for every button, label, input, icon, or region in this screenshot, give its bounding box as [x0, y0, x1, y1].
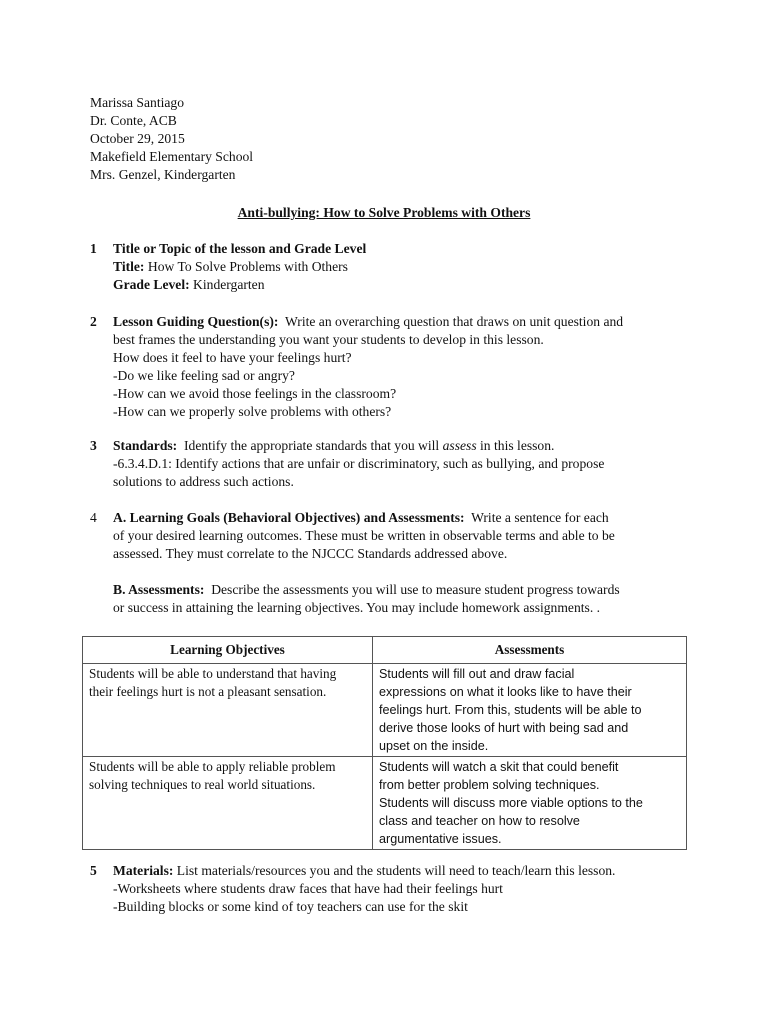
section-1	[90, 240, 690, 294]
material-item: -Building blocks or some kind of toy teachers can use for the skit	[113, 899, 468, 914]
section-5	[90, 862, 690, 916]
table-row	[83, 757, 687, 850]
school-name: Makefield Elementary School	[90, 149, 254, 164]
document-title: Anti-bullying: How to Solve Problems with Others	[237, 205, 531, 220]
section-2	[90, 313, 690, 421]
title-value: How To Solve Problems with Others	[147, 259, 348, 274]
column-header: Learning Objectives	[83, 637, 373, 664]
objectives-table	[82, 636, 687, 850]
section-heading: Lesson Guiding Question(s):	[113, 314, 279, 329]
grade-label: Grade Level:	[113, 277, 190, 292]
instruction-text: or success in attaining the learning objectives. You may include homework assignments. .	[113, 600, 601, 615]
cell-line: Students will be able to understand that having	[89, 666, 337, 681]
cell-line: Students will fill out and draw facial	[379, 667, 575, 681]
cell-line: feelings hurt. From this, students will be able to	[379, 703, 642, 717]
instruction-text: best frames the understanding you want your students to develop in this lesson.	[113, 332, 544, 347]
section-heading: Standards:	[113, 438, 178, 453]
cell-line: upset on the inside.	[379, 739, 489, 753]
standard-text: -6.3.4.D.1: Identify actions that are unfair or discriminatory, such as bullying, and propose	[113, 456, 605, 471]
cell-line: their feelings hurt is not a pleasant sensation.	[89, 684, 327, 699]
table-cell-objective	[83, 664, 373, 757]
document-date: October 29, 2015	[90, 131, 185, 146]
table-cell-assessment	[373, 664, 687, 757]
teacher-name: Mrs. Genzel, Kindergarten	[90, 167, 236, 182]
guiding-question: How does it feel to have your feelings hurt?	[113, 350, 352, 365]
cell-line: expressions on what it looks like to have their	[379, 685, 632, 699]
section-number: 4	[90, 510, 97, 525]
document-header	[90, 94, 253, 184]
section-heading: Materials:	[113, 863, 174, 878]
cell-line: from better problem solving techniques.	[379, 778, 600, 792]
instruction-text: Write an overarching question that draws on unit question and	[285, 314, 624, 329]
section-number: 5	[90, 863, 97, 878]
cell-line: argumentative issues.	[379, 832, 502, 846]
instruction-text: of your desired learning outcomes. These must be written in observable terms and able to be	[113, 528, 615, 543]
subsection-heading: B. Assessments:	[113, 582, 205, 597]
cell-line: solving techniques to real world situations.	[89, 777, 316, 792]
cell-line: derive those looks of hurt with being sad and	[379, 721, 629, 735]
table-header-row	[83, 637, 687, 664]
instruction-text: assessed. They must correlate to the NJCCC Standards addressed above.	[113, 546, 508, 561]
instruction-text: Describe the assessments you will use to measure student progress towards	[211, 582, 620, 597]
section-heading: Title or Topic of the lesson and Grade Level	[113, 241, 367, 256]
cell-line: Students will be able to apply reliable problem	[89, 759, 336, 774]
instruction-text: Identify the appropriate standards that you will	[184, 438, 440, 453]
section-3	[90, 437, 690, 491]
cell-line: Students will discuss more viable options to the	[379, 796, 643, 810]
grade-value: Kindergarten	[193, 277, 265, 292]
title-label: Title:	[113, 259, 145, 274]
material-item: -Worksheets where students draw faces that have had their feelings hurt	[113, 881, 503, 896]
table-row	[83, 664, 687, 757]
table-cell-objective	[83, 757, 373, 850]
guiding-question: -How can we properly solve problems with others?	[113, 404, 392, 419]
cell-line: class and teacher on how to resolve	[379, 814, 580, 828]
section-number: 2	[90, 314, 97, 329]
column-header: Assessments	[373, 637, 687, 664]
section-heading: A. Learning Goals (Behavioral Objectives) and Assessments:	[113, 510, 465, 525]
section-4	[90, 509, 690, 617]
author-name: Marissa Santiago	[90, 95, 185, 110]
emphasis-text: assess	[442, 438, 477, 453]
guiding-question: -Do we like feeling sad or angry?	[113, 368, 295, 383]
cell-line: Students will watch a skit that could benefit	[379, 760, 619, 774]
instruction-text: Write a sentence for each	[471, 510, 609, 525]
instructor-name: Dr. Conte, ACB	[90, 113, 177, 128]
instruction-text: in this lesson.	[480, 438, 555, 453]
guiding-question: -How can we avoid those feelings in the classroom?	[113, 386, 397, 401]
instruction-text: List materials/resources you and the students will need to teach/learn this lesson.	[176, 863, 616, 878]
table-cell-assessment	[373, 757, 687, 850]
section-number: 3	[90, 438, 97, 453]
section-number: 1	[90, 241, 97, 256]
standard-text: solutions to address such actions.	[113, 474, 294, 489]
